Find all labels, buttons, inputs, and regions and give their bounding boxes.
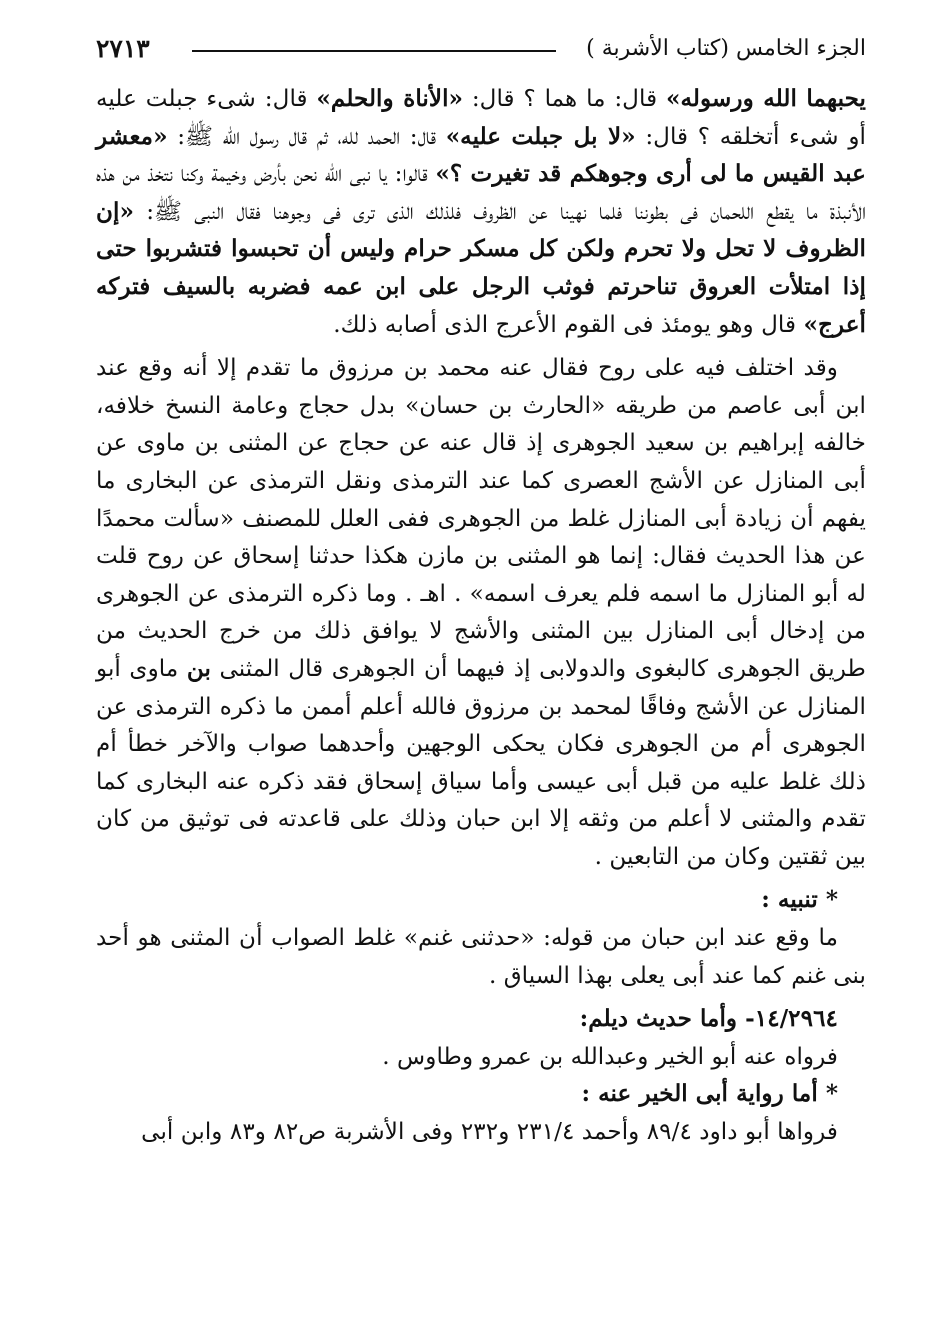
note-paragraph: ما وقع عند ابن حبان من قوله: «حدثنى غنم» غلط الصواب أن المثنى هو أحد بنى غنم كما عند أبى يعلى بهذا السياق . — [96, 924, 866, 989]
commentary-paragraph — [96, 349, 866, 875]
text-run: قال وهو يومئذ فى القوم الأعرج الذى أصابه ذلك. — [333, 310, 804, 338]
narration-heading: * أما رواية أبى الخير عنه : — [581, 1080, 838, 1108]
text-run: قال: شىء جبلت عليه أو شىء أتخلقه ؟ قال: — [96, 85, 866, 150]
text-run: وقد اختلف فيه على روح فقال عنه محمد بن مرزوق ما تقدم إلا أنه وقع عند ابن أبى عاصم من طريقه «الحارث بن حسان» بدل حجاج وعامة النسخ خلافه، خالفه إبراهيم بن سعيد الجوهرى إذ قال عنه عن حجاج عن المثنى بن ماوى عن أبى المنازل عن الأشج العصرى كما عند الترمذى ونقل الترمذى عن البخارى ما يفهم أن زيادة أبى المنازل غلط من الجوهرى ففى العلل للمصنف «سألت محمدًا عن هذا الحديث فقال: إنما هو المثنى بن مازن هكذا حدثنا إسحاق عن روح قلت له أبو المنازل ما اسمه فلم يعرف اسمه» . اهـ . وما ذكره الترمذى عن الجوهرى من إدخال أبى المنازل بين المثنى والأشج لا يوافق ذلك من خرج الحديث من طريق الجوهرى كالبغوى والدولابى إذ فيهما أن الجوهرى قال المثنى — [96, 354, 866, 682]
header-rule — [192, 50, 556, 52]
bold-word: بن — [186, 654, 211, 682]
sources-paragraph: فرواها أبو داود ٨٩/٤ وأحمد ٢٣١/٤ و٢٣٢ وفى الأشربة ص٨٢ و٨٣ وابن أبى — [141, 1118, 838, 1146]
note-heading: * تنبيه : — [761, 886, 838, 914]
page-number: ٢٧١٣ — [96, 34, 150, 63]
hadith-heading: ١٤/٢٩٦٤- وأما حديث ديلم: — [579, 1005, 838, 1033]
page-body — [96, 80, 866, 1151]
text-run: قالوا: يا نبى الله نحن بأرض وخيمة وكنا نتخذ من هذه الأنبذة ما يقطع اللحمان فى بطوننا فلما نهينا عن الظروف فلذلك الذى ترى فى وجوهنا فقال النبى ﷺ: — [96, 160, 866, 225]
text-run: قال: الحمد لله، ثم قال رسول الله ﷺ: — [167, 122, 446, 150]
text-run: ماوى أبو المنازل عن الأشج وفاقًا لمحمد بن مرزوق فالله أعلم أممن ما ذكره الترمذى عن الجوهرى أم من الجوهرى فكان يحكى الوجهين وأحدهما صواب والآخر خطأ أم ذلك غلط عليه من قبل أبى عيسى وأما سياق إسحاق فقد ذكره عنه البخارى كما تقدم والمثنى لا أعلم من وثقه إلا ابن حبان وذلك على قاعدته فى توثيق من كان بين ثقتين وكان من التابعين . — [96, 654, 866, 870]
bold-quote: «الأناة والحلم» — [316, 85, 464, 112]
page-header — [96, 30, 866, 70]
bold-quote: يحبهما الله ورسوله» — [665, 85, 866, 112]
bold-quote: «لا بل جبلت عليه» — [445, 122, 636, 150]
hadith-text-paragraph — [96, 80, 866, 343]
bold-quote: «معشر عبد القيس ما لى أرى وجوهكم قد تغيرت ؟» — [96, 122, 866, 188]
text-run: قال: ما هما ؟ قال: — [463, 85, 666, 112]
narrators-paragraph: فرواه عنه أبو الخير وعبدالله بن عمرو وطاوس . — [382, 1042, 838, 1070]
running-title: الجزء الخامس (كتاب الأشربة ) — [586, 36, 866, 61]
bold-quote: «إن الظروف لا تحل ولا تحرم ولكن كل مسكر حرام وليس أن تحبسوا فتشربوا حتى إذا امتلأت العروق تناحرتم فوثب الرجل على ابن عمه فضربه بالسيف فتركه أعرج» — [96, 197, 866, 338]
